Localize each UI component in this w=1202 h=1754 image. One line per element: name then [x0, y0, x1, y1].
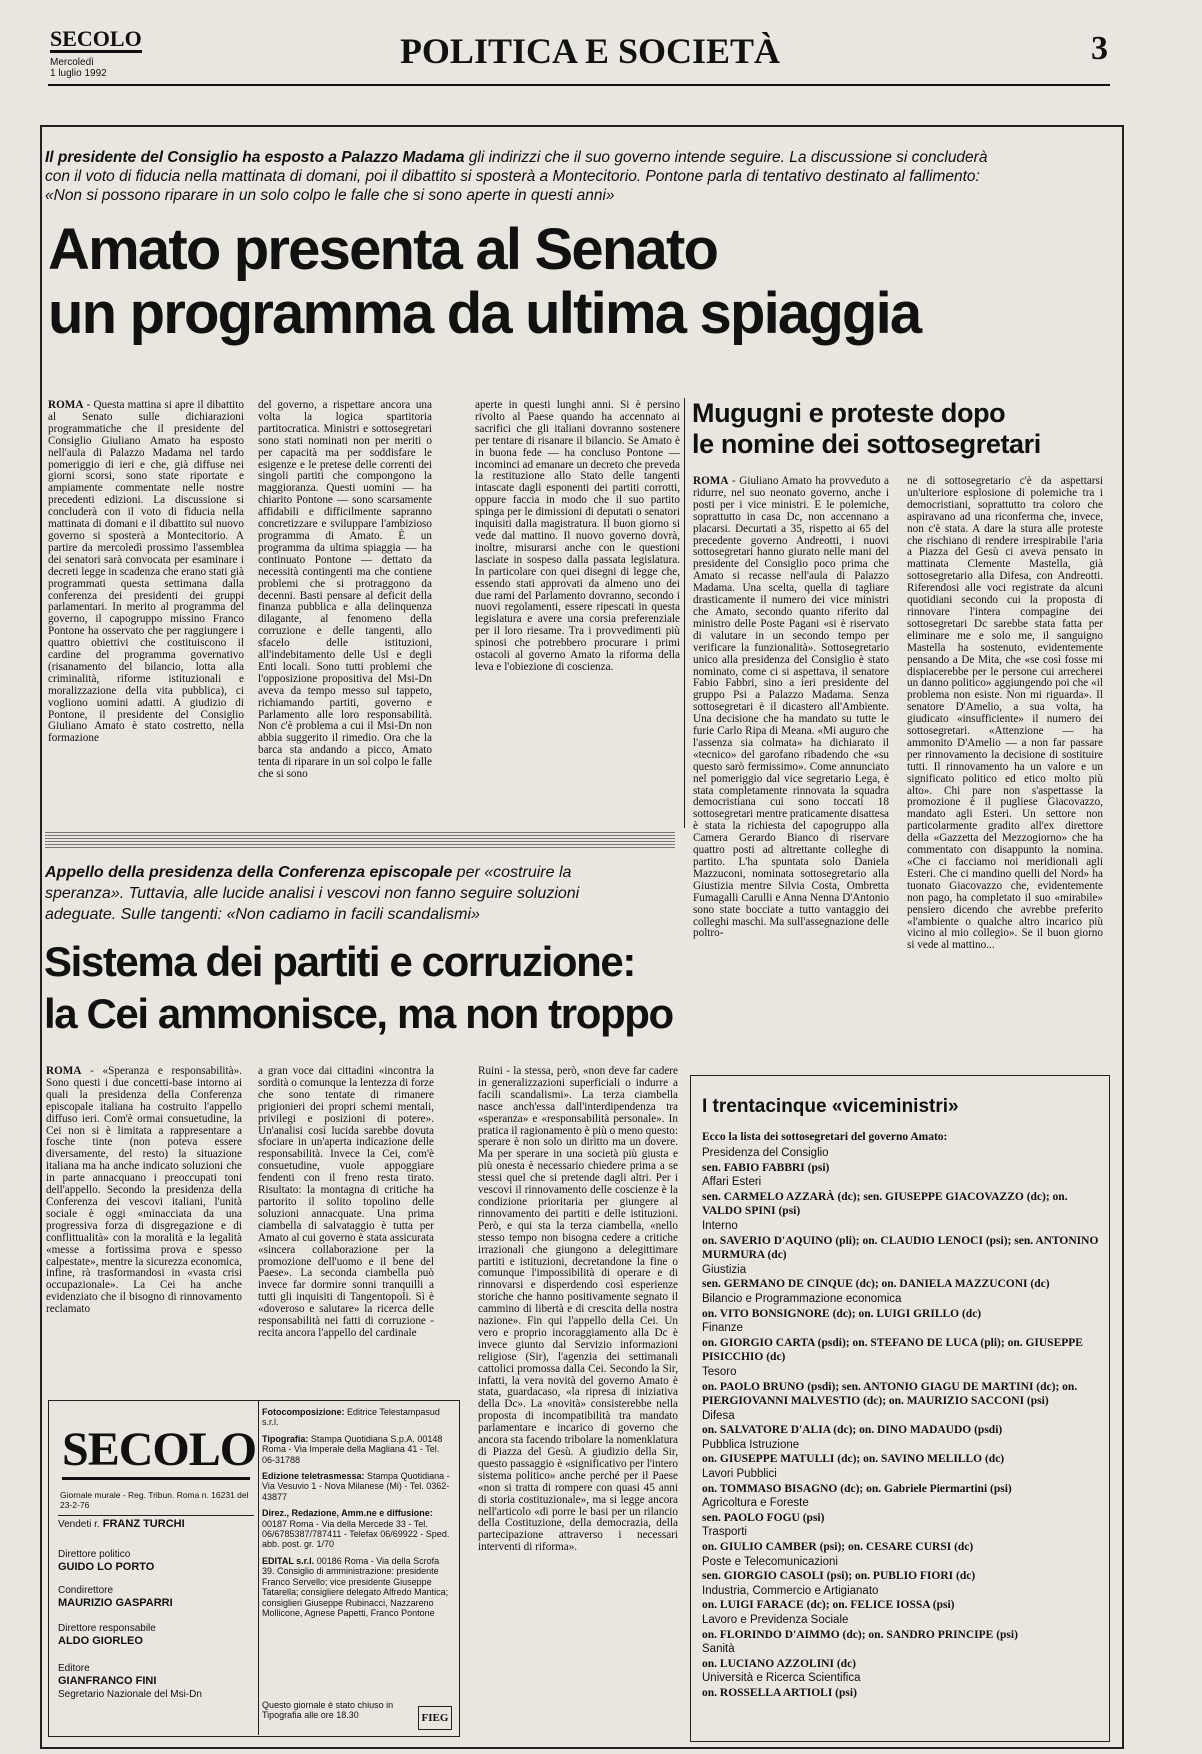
roster-ministry: Difesa — [702, 1409, 735, 1422]
roster-ministry: Lavoro e Previdenza Sociale — [702, 1614, 849, 1626]
roster-ministry: Bilancio e Programmazione economica — [702, 1292, 902, 1305]
undersecretaries-intro: Ecco la lista dei sottosegretari del governo Amato: — [702, 1131, 948, 1143]
article2-kicker-text: per «costruire la speranza». Tuttavia, alle lucide analisi i vescovi non fanno seguire soluzioni adeguate. Sulle tangenti: «Non cadiamo in facili scandalismi» — [45, 864, 580, 923]
masthead-weekday: Mercoledì — [50, 57, 94, 68]
imprint-registration: Giornale murale - Reg. Tribun. Roma n. 16231 del 23-2-76 — [60, 1490, 249, 1510]
imprint-editor — [58, 1662, 258, 1701]
roster-names: sen. GIORGIO CASOLI (psi); on. PUBLIO FIORI (dc) — [702, 1570, 976, 1583]
roster-names: sen. GERMANO DE CINQUE (dc); on. DANIELA MAZZUCONI (dc) — [702, 1278, 1050, 1291]
article2-kicker-lead: Appello della presidenza della Conferenza episcopale — [45, 864, 453, 881]
article1-column-2: del governo, a rispettare ancora una volta la logica spartitoria partitocratica. Ministri e sottosegretari sono stati nominati non per meriti o per capacità ma per soddisfare le esigenze e le pretese delle correnti dei singoli partiti che compongono la maggioranza. Questi uomini — ha chiarito Pontone — sono scarsamente affidabili e difficilmente sapranno concretizzare e sviluppare l'ambizioso programma di Amato. È un programma da ultima spiaggia — ha continuato Pontone — dettato da necessità contingenti ma che contiene problemi che si protraggono da decenni. Basti pensare al deficit della finanza pubblica e alla delinquenza dilagante, al fenomeno della corruzione e delle tangenti, allo sfacelo delle istituzioni, all'indebitamento delle Usl e degli Enti locali. Sono tutti problemi che l'opposizione propositiva del Msi-Dn aveva da tempo messo sul tappeto, richiamando partiti, governo e Parlamento alle loro responsabilità. Non c'è problema a cui il Msi-Dn non abbia suggerito il rimedio. Ora che la barca sta andando a picco, Amato tenta di riparare in un sol colpo le falle che si sono — [258, 400, 432, 781]
article1-dateline: ROMA — [48, 400, 84, 411]
imprint-production-text: Editrice Telestampasud s.r.l. — [262, 1407, 440, 1428]
roster-names: sen. PAOLO FOGU (psi) — [702, 1511, 825, 1524]
imprint-production-text: Stampa Quotidiana - Via Vesuvio 1 - Nova Milanese (Mi) - Tel. 0362-43877 — [262, 1471, 450, 1502]
imprint-closing-note: Questo giornale è stato chiuso in Tipografia alle ore 18.30 — [262, 1700, 394, 1721]
imprint-logo: SECOLO — [62, 1423, 257, 1476]
section-title: POLITICA E SOCIETÀ — [399, 31, 781, 71]
roster-names: on. PAOLO BRUNO (psdi); sen. ANTONIO GIAGU DE MARTINI (dc); on. PIERGIOVANNI MALVESTIO (dc); on. MAURIZIO SACCONI (psi) — [702, 1380, 1078, 1408]
article1-text-1: - Questa mattina si apre il dibattito al Senato sulle dichiarazioni programmatiche che il presidente del Consiglio Giuliano Amato ha esposto nell'aula di Palazzo Madama nel tardo pomeriggio di ieri e che, già diffuse nei giorni scorsi, sono state riportate e ampiamente commentate nelle nostre precedenti edizioni. La discussione si concluderà con il voto di fiducia nella mattinata di domani e il dibattito sul nuovo governo si sposterà a Montecitorio. A partire da mercoledì prossimo l'assemblea dei senatori sarà convocata per esaminare i decreti legge in scadenza che erano stati già programmati questa settimana dalla conferenza dei presidenti dei gruppi parlamentari. In merito al programma del governo, il capogruppo missino Franco Pontone ha osservato che per raggiungere i quattro obiettivi che costituiscono il cardine del programma governativo (risanamento del bilancio, lotta alla criminalità, riforme istituzionali e moralizzazione della vita pubblica), ci vogliono uomini adatti. A giudizio di Pontone, il presidente del Consiglio Giuliano Amato è stato costretto, nella formazione — [48, 400, 244, 745]
article1-column-1 — [48, 400, 244, 828]
imprint-production-entry — [262, 1407, 452, 1428]
sidebar-column-1 — [693, 476, 889, 1062]
undersecretaries-list — [702, 1146, 1102, 1701]
article1-headline-line1: Amato presenta al Senato — [48, 217, 718, 282]
roster-ministry: Sanità — [702, 1643, 735, 1656]
sidebar-headline-line1: Mugugni e proteste dopo — [692, 398, 1006, 428]
roster-names: on. VITO BONSIGNORE (dc); on. LUIGI GRILLO (dc) — [702, 1307, 982, 1320]
roster-names: on. GIUSEPPE MATULLI (dc); on. SAVINO MELILLO (dc) — [702, 1453, 1005, 1466]
article1-column-3: aperte in questi lunghi anni. Si è persino rivolto al Paese quando ha accennato ai sacrifici che gli italiani dovranno sostenere per tentare di risanare il bilancio. Se Amato è in buona fede — ha concluso Pontone — incominci ad emanare un decreto che preveda la restituzione allo Stato delle tangenti intascate dagli esponenti dei partiti corrotti, oppure faccia in modo che il suo partito spinga per le dimissioni di deputati o senatori inquisiti dalla magistratura. Il buon giorno si vede dal mattino. Il nuovo governo dovrà, inoltre, misurarsi anche con le questioni lasciate in sospeso dalla passata legislatura. In particolare con quei disegni di legge che, essendo stati approvati da almeno uno dei due rami del Parlamento dovranno, secondo i nuovi regolamenti, essere ripescati in questa legislatura e avere una corsia preferenziale per il loro riesame. Tra i provvedimenti più spinosi che potrebbero procurare i primi ostacoli al governo Amato la riforma della leva e l'obiezione di coscienza. — [475, 400, 680, 673]
roster-ministry: Finanze — [702, 1322, 743, 1335]
masthead-logo-block — [50, 28, 170, 79]
imprint-field-name: FRANZ TURCHI — [102, 1518, 185, 1530]
article2-kicker — [45, 862, 645, 925]
roster-names: on. ROSSELLA ARTIOLI (psi) — [702, 1686, 857, 1699]
article1-headline-line2: un programma da ultima spiaggia — [48, 281, 921, 346]
imprint-logo-rule — [62, 1477, 250, 1480]
imprint-production-entry — [262, 1556, 452, 1618]
sidebar-rule — [684, 398, 685, 828]
imprint-co-director — [58, 1584, 258, 1610]
imprint-production-entry — [262, 1471, 452, 1502]
page-number: 3 — [1091, 30, 1108, 67]
imprint-field-name: GUIDO LO PORTO — [58, 1561, 155, 1573]
imprint-field-role: Direttore responsabile — [58, 1623, 156, 1634]
article2-column-2: a gran voce dai cittadini «incontra la sordità o comunque la lentezza di forze che sono tentate di rimanere prigionieri dei propri schemi mentali, privilegi e posizioni di potere». Un'analisi così lucida sarebbe dovuta sfociare in un'aperta indicazione delle responsabilità. Invece la Cei, com'è consuetudine, vuole appoggiare fendenti con il freno resta tirato. Risultato: la montagna di critiche ha partorito il solito topolino delle soluzioni annacquate. Una prima ciambella di salvataggio è tutta per Amato al cui governo è stata assicurata «sincera collaborazione per la promozione dell'uomo e il bene del Paese». La seconda ciambella può invece far dormire sonni tranquilli a tutti gli inquisiti di Tangentopoli. Sì è «doveroso e salutare» la ricerca delle responsabilità nei fatti di corruzione - recita ancora l'appello del cardinale — [258, 1066, 434, 1339]
imprint-publisher — [58, 1518, 258, 1531]
imprint-production-label: Direz., Redazione, Amm.ne e diffusione: — [262, 1508, 433, 1519]
roster-ministry: Presidenza del Consiglio — [702, 1147, 829, 1159]
roster-ministry: Interno — [702, 1219, 738, 1232]
roster-ministry: Poste e Telecomunicazioni — [702, 1555, 838, 1568]
imprint-divider — [58, 1515, 254, 1516]
section-divider — [45, 830, 675, 848]
imprint-managing-director — [58, 1622, 258, 1648]
roster-names: on. GIULIO CAMBER (psi); on. CESARE CURSI (dc) — [702, 1541, 974, 1554]
article1-kicker — [45, 148, 1005, 205]
imprint-field-name: ALDO GIORLEO — [58, 1635, 143, 1647]
fieg-logo: FIEG — [418, 1706, 452, 1730]
imprint-production-text: Stampa Quotidiana S.p.A. 00148 Roma - Via Imperale della Magliana 41 - Tel. 06-31788 — [262, 1433, 443, 1465]
roster-names: on. LUIGI FARACE (dc); on. FELICE IOSSA (psi) — [702, 1599, 955, 1612]
imprint-production-entry — [262, 1508, 452, 1550]
imprint-political-director — [58, 1548, 258, 1574]
roster-ministry: Trasporti — [702, 1526, 747, 1539]
roster-ministry: Industria, Commercio e Artigianato — [702, 1584, 879, 1597]
imprint-production-text: 00187 Roma - Via della Mercede 33 - Tel. 06/6785387/787411 - Telefax 06/69922 - Sped. abb. post. gr. 1/70 — [262, 1518, 450, 1550]
article2-headline — [44, 936, 694, 1040]
roster-ministry: Tesoro — [702, 1365, 737, 1378]
article2-text-1: - «Speranza e responsabilità». Sono questi i due concetti-base intorno ai quali la presidenza della Conferenza episcopale italiana ha costruito l'appello diffuso ieri. Com'è ormai consuetudine, la Cei non si è limitata a rappresentare a fosche tinte (non poteva essere diversamente, del resto) la situazione italiana ma ha anche indicato soluzioni che in parte annacquano i preoccupati toni dell'appello. Secondo la presidenza della Conferenza dei vescovi italiani, l'unità sociale è oggi «minacciata da una progressiva forza di disgregazione e di conflittualità» con la moralità e la legalità «messe a fortissima prova e spesso calpestate», mentre la sicurezza economica, infine, rà trasformandosi in «vasta crisi occupazionale». La Cei ha anche evidenziato che il bisogno di rinnovamento reclamato — [46, 1066, 242, 1316]
imprint-field-role: Direttore politico — [58, 1549, 131, 1560]
undersecretaries-title: I trentacinque «viceministri» — [702, 1096, 959, 1117]
imprint-field-name: MAURIZIO GASPARRI — [58, 1597, 173, 1609]
imprint-production-entry — [262, 1434, 452, 1465]
roster-ministry: Giustizia — [702, 1263, 747, 1276]
roster-ministry: Agricoltura e Foreste — [702, 1497, 809, 1510]
roster-names: on. TOMMASO BISAGNO (dc); on. Gabriele Piermartini (psi) — [702, 1482, 1012, 1495]
roster-names: sen. FABIO FABBRI (psi) — [702, 1161, 830, 1174]
roster-ministry: Università e Ricerca Scientifica — [702, 1672, 861, 1685]
sidebar-headline-line2: le nomine dei sottosegretari — [692, 429, 1041, 459]
roster-ministry: Affari Esteri — [702, 1176, 762, 1189]
imprint-production-label: Edizione teletrasmessa: — [262, 1471, 368, 1482]
sidebar-headline — [692, 398, 1102, 460]
roster-names: on. GIORGIO CARTA (psdi); on. STEFANO DE LUCA (pli); on. GIUSEPPE PISICCHIO (dc) — [702, 1336, 1083, 1364]
imprint-field-name: GIANFRANCO FINI — [58, 1675, 157, 1687]
article2-column-3: Ruini - la stessa, però, «non deve far cadere in generalizzazioni superficiali o indurre a facili scandalismi». La terza ciambella nasce anch'essa dall'interdipendenza tra «speranza» e «responsabilità personale». In pratica il ragionamento è più o meno questo: sperare è non solo un diritto ma un dovere. Ma per sperare in una società più giusta e più onesta è necessario chiedere prima a se stessi quel che si pretende dagli altri. Per i vescovi il rinnovamento delle coscienze è la condizione prioritaria per giungere al rinnovamento dei partiti e delle istituzioni. Però, e qui sta la terza ciambella, «nello stesso tempo non bisogna cedere a critiche irrazionali che giungono a delegittimare partiti e istituzioni, decretandone la fine o comunque l'impossibilità di operare e di rinnovarsi e disperdendo così esperienze storiche che hanno positivamente segnato il cammino di libertà e di crescita della nostra nazione». Fin qui l'appello della Cei. Un vero e proprio incoraggiamento alla Dc è invece giunto dal Servizio informazioni religiose (Sir), l'agenzia dei settimanali cattolici promossa dalla Cei. Secondo la Sir, infatti, la vera novità del governo Amato è stata, guardacaso, «la ripresa di iniziativa della Dc». La «novità» consisterebbe nella proposta di incompatibilità tra mandato parlamentare e incarico di governo che ancora sta facendo tribolare la nomenklatura di Piazza del Gesù. A giudizio della Sir, questo passaggio è «significativo per l'intero sistema politico» anche perché per il Paese «non si tratta di rompere con quasi 45 anni di storia costituzionale», ma si legge ancora nell'articolo «di porre le basi per un rilancio della Costituzione, della democrazia, della partecipazione attraverso i necessari interventi di riforma». — [478, 1066, 678, 1554]
imprint-production-label: Tipografia: — [262, 1433, 311, 1444]
masthead-rule — [48, 84, 1110, 86]
imprint-vertical-rule — [258, 1400, 259, 1735]
roster-names: on. FLORINDO D'AIMMO (dc); on. SANDRO PRINCIPE (psi) — [702, 1628, 1018, 1641]
article1-kicker-text: gli indirizzi che il suo governo intende seguire. La discussione si concluderà con il voto di fiducia nella mattinata di domani, poi il dibattito si sposterà a Montecitorio. Pontone parla di tentativo destinato al fallimento: «Non si possono riparare in un solo colpo le falle che si sono aperte in questi anni» — [45, 149, 988, 204]
roster-names: on. SALVATORE D'ALIA (dc); on. DINO MADAUDO (psdi) — [702, 1424, 1003, 1437]
article2-headline-line2: la Cei ammonisce, ma non troppo — [44, 990, 673, 1037]
masthead-date: 1 luglio 1992 — [50, 68, 107, 79]
article2-dateline: ROMA — [46, 1066, 82, 1077]
sidebar-dateline: ROMA — [693, 476, 729, 487]
article1-headline — [48, 218, 1048, 346]
article1-kicker-lead: Il presidente del Consiglio ha esposto a Palazzo Madama — [45, 149, 465, 166]
imprint-production-text: 00186 Roma - Via della Scrofa 39. Consiglio di amministrazione: presidente Franco Servello; vice presidente Giuseppe Tatarella; consigliere delegato Alfredo Mantica; consiglieri Giuseppe Rubinacci, Nazzareno Mollicone, Agnese Papetti, Franco Pontone — [262, 1555, 449, 1618]
roster-names: on. SAVERIO D'AQUINO (pli); on. CLAUDIO LENOCI (psi); sen. ANTONINO MURMURA (dc) — [702, 1234, 1099, 1262]
imprint-field-role: Condirettore — [58, 1585, 114, 1596]
roster-names: on. LUCIANO AZZOLINI (dc) — [702, 1657, 856, 1670]
roster-ministry: Lavori Pubblici — [702, 1468, 777, 1481]
imprint-production-label: Fotocomposizione: — [262, 1407, 347, 1417]
roster-ministry: Pubblica Istruzione — [702, 1438, 800, 1451]
imprint-production-label: EDITAL s.r.l. — [262, 1555, 317, 1566]
article2-headline-line1: Sistema dei partiti e corruzione: — [44, 938, 635, 985]
masthead-logo: SECOLO — [50, 26, 142, 51]
imprint-production-details — [262, 1407, 452, 1624]
imprint-field-role: Editore — [58, 1663, 90, 1674]
imprint-editor-note: Segretario Nazionale del Msi-Dn — [58, 1689, 202, 1700]
article2-column-1 — [46, 1066, 242, 1394]
sidebar-text-1: - Giuliano Amato ha provveduto a ridurre, nel suo neonato governo, anche i posti per i vice ministri. E le polemiche, soprattutto in casa Dc, non accennano a placarsi. Decurtati a 35, rispetto ai 65 del precedente governo Andreotti, i nuovi sottosegretari hanno giurato nelle mani del presidente del Consiglio poco prima che Amato si recasse nell'aula di Palazzo Madama. Una scelta, quella di tagliare drasticamente il numero dei vice ministri che Amato, secondo quanto riferito dal ministro delle Poste Pagani «si è riservato di valutare in un secondo tempo per verificare la funzionalità». Sottosegretario unico alla presidenza del Consiglio è stato nominato, come ci si aspettava, il senatore Fabio Fabbri, sino a ieri presidente del gruppo Psi a Palazzo Madama. Senza sottosegretari è il dicastero all'Ambiente. Una decisione che ha mandato su tutte le furie Carlo Ripa di Meana. «Mi auguro che l'assenza sia colmata» ha dichiarato il «tecnico» del garofano ribadendo che «su questo sarò fermissimo». Come annunciato nel pomeriggio dal vice segretario Lega, è stata completamente rinnovata la squadra democristiana cui sono toccati 18 sottosegretari mentre praticamente disattesa è stata la richiesta del capogruppo alla Camera Gerardo Bianco di riservare quattro posti ad altrettante colleghe di partito. L'ha spuntata solo Daniela Mazzuconi, nominata sottosegretario alla Giustizia mentre Silvia Costa, Ombretta Fumagalli Carulli e Anna Nenna D'Antonio sono state bocciate a tutto vantaggio dei colleghi maschi. Ma sull'assegnazione delle poltro- — [693, 476, 889, 940]
imprint-field-role: Vendeti r. — [58, 1519, 100, 1530]
sidebar-column-2: ne di sottosegretario c'è da aspettarsi un'ulteriore esplosione di polemiche tra i democristiani, soprattutto tra coloro che aspiravano ad una riconferma che, invece, non c'è stata. A dare la stura alle proteste che rischiano di rendere irrespirabile l'aria a Piazza del Gesù ci aveva pensato in mattinata Clemente Mastella, già sottosegretario alla Difesa, con Andreotti. Riferendosi alle voci registrate da alcuni quotidiani secondo cui la proposta di rinnovare l'intera compagine dei sottosegretari Dc sarebbe stata fatta per eliminare me e solo me, il sanguigno Mastella ha sostenuto, evidentemente pensando a De Mita, che «se così fosse mi dispiacerebbe per le persone cui arrecherei un danno politico» aggiungendo poi che «il problema non esiste. Non mi riguarda». Il senatore D'Amelio, a sua volta, ha giudicato «insufficiente» il numero dei sottosegretari. «Attenzione — ha ammonito D'Amelio — a non far passare per rinnovamento la decisione di sostituire tutti. Il rinnovamento ha un valore e un significato politico ed etico molto più alto». Chi pare non s'aspettasse la promozione è il pugliese Giacovazzo, mandato agli Esteri. Un settore non particolarmente gradito all'ex direttore della «Gazzetta del Mezzogiorno» che ha commentato con disappunto la nomina. «Che ci facciamo noi meridionali agli Esteri. Che ci mandino quelli del Nord» ha tuonato Giacovazzo che, evidentemente non pago, ha completato il suo «mirabile» pensiero dicendo che avrebbe preferito «l'ambiente o qualche altro incarico più vicino al mio collegio». Se il buon giorno si vede al mattino... — [907, 476, 1103, 952]
roster-names: sen. CARMELO AZZARÀ (dc); sen. GIUSEPPE GIACOVAZZO (dc); on. VALDO SPINI (psi) — [702, 1190, 1068, 1218]
